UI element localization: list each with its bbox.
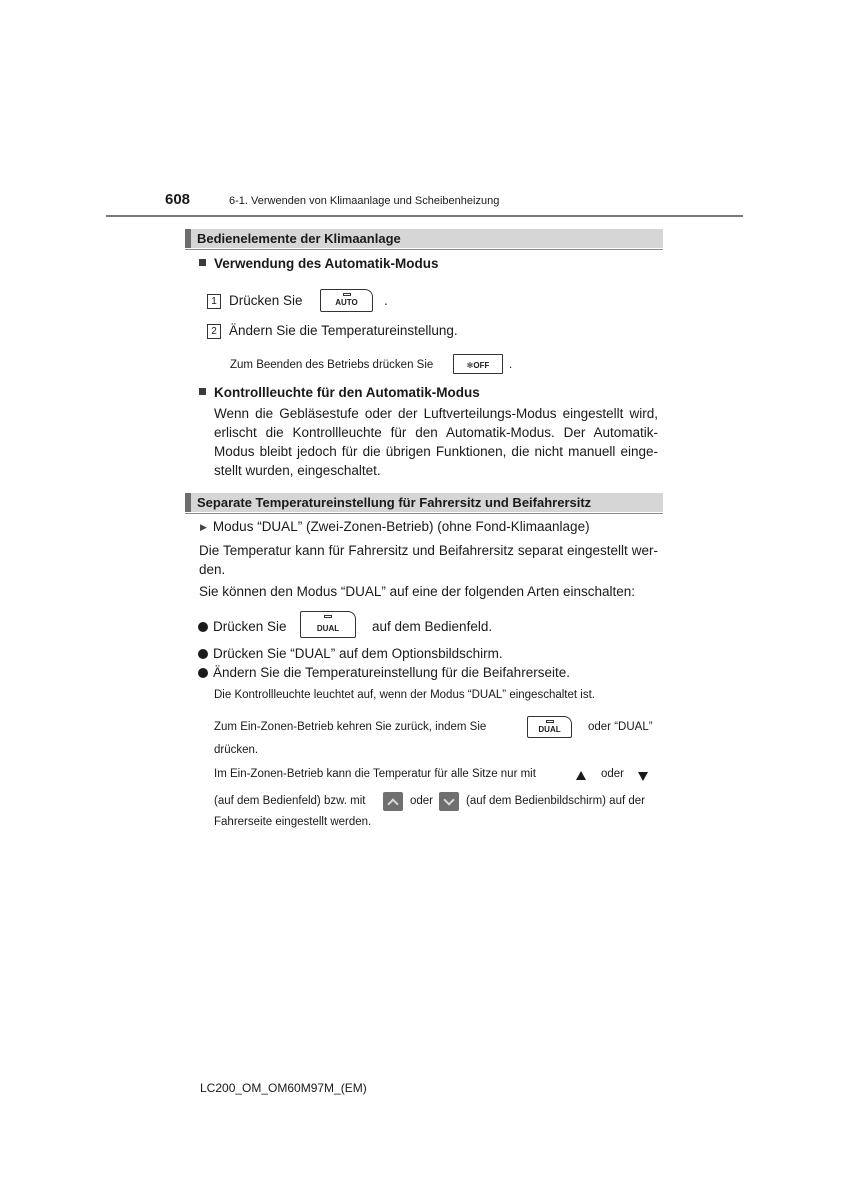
step-number: 2: [207, 324, 221, 339]
dual-mode-subheading: ▶ Modus “DUAL” (Zwei-Zonen-Betrieb) (ohne Fond-Klimaanlage): [200, 519, 590, 534]
triangle-up-icon: [576, 771, 586, 780]
section-title-controls: Bedienelemente der Klimaanlage: [185, 229, 663, 248]
auto-button-icon: AUTO: [320, 289, 373, 312]
note-single-zone-1: Zum Ein-Zonen-Betrieb kehren Sie zurück, indem Sie: [214, 721, 487, 733]
off-button-icon: ✻OFF: [453, 354, 503, 374]
circle-bullet-icon: [198, 668, 208, 678]
triangle-right-icon: ▶: [200, 522, 207, 532]
bullet-3: Ändern Sie die Temperatureinstellung für die Beifahrerseite.: [198, 663, 570, 682]
section-title-dual: Separate Temperatureinstellung für Fahrersitz und Beifahrersitz: [185, 493, 663, 512]
note-single-zone-2: drücken.: [214, 744, 259, 756]
square-bullet-icon: [199, 259, 206, 266]
dual-button-small-icon: DUAL: [527, 716, 572, 738]
dual-paragraph-1: Die Temperatur kann für Fahrersitz und Beifahrersitz separat eingestellt wer- den.: [199, 543, 658, 577]
step-1-end: .: [384, 293, 388, 308]
circle-bullet-icon: [198, 649, 208, 659]
indicator-heading: Kontrollleuchte für den Automatik-Modus: [199, 383, 480, 402]
auto-mode-heading: Verwendung des Automatik-Modus: [199, 254, 439, 273]
note-temp-3: Fahrerseite eingestellt werden.: [214, 816, 372, 828]
page-number: 608: [165, 191, 191, 208]
note-temp-or: oder: [601, 768, 625, 780]
chevron-down-icon: [439, 792, 459, 811]
note-temp-2: (auf dem Bedienfeld) bzw. mit: [214, 795, 366, 807]
note-temp-or-2: oder: [410, 795, 434, 807]
step-1: 1 Drücken Sie: [207, 291, 303, 310]
bullet-1: Drücken Sie: [198, 617, 287, 636]
triangle-down-icon: [638, 772, 648, 781]
chevron-up-icon: [383, 792, 403, 811]
running-head: 6-1. Verwenden von Klimaanlage und Scheibenheizung: [229, 195, 500, 207]
step-number: 1: [207, 294, 221, 309]
circle-bullet-icon: [198, 622, 208, 632]
indicator-paragraph: Wenn die Gebläsestufe oder der Luftverteilungs-Modus eingestellt wird, erlischt die Kontrollleuchte für den Automatik-Modus. Der Automatik- Modus bleibt jedoch für die übrigen Funktionen, die nicht manuell einge- stellt wurden, eingeschaltet.: [214, 406, 658, 478]
dual-button-icon: DUAL: [300, 611, 356, 638]
bullet-2: Drücken Sie “DUAL” auf dem Optionsbildschirm.: [198, 644, 503, 663]
header-rule: [106, 215, 743, 217]
note-indicator: Die Kontrollleuchte leuchtet auf, wenn der Modus “DUAL” eingeschaltet ist.: [214, 689, 595, 701]
off-note-end: .: [509, 359, 513, 371]
dual-paragraph-2: Sie können den Modus “DUAL” auf eine der folgenden Arten einschalten:: [199, 584, 636, 599]
note-temp-2-end: (auf dem Bedienbildschirm) auf der: [466, 795, 645, 807]
square-bullet-icon: [199, 388, 206, 395]
footer-code: LC200_OM_OM60M97M_(EM): [200, 1081, 367, 1095]
bullet-1-end: auf dem Bedienfeld.: [372, 619, 493, 634]
fan-icon: ✻: [466, 361, 474, 370]
step-2: 2 Ändern Sie die Temperatureinstellung.: [207, 321, 458, 340]
note-single-zone-1-end: oder “DUAL”: [588, 721, 653, 733]
note-temp-1: Im Ein-Zonen-Betrieb kann die Temperatur für alle Sitze nur mit: [214, 768, 536, 780]
off-note: Zum Beenden des Betriebs drücken Sie: [230, 359, 434, 371]
